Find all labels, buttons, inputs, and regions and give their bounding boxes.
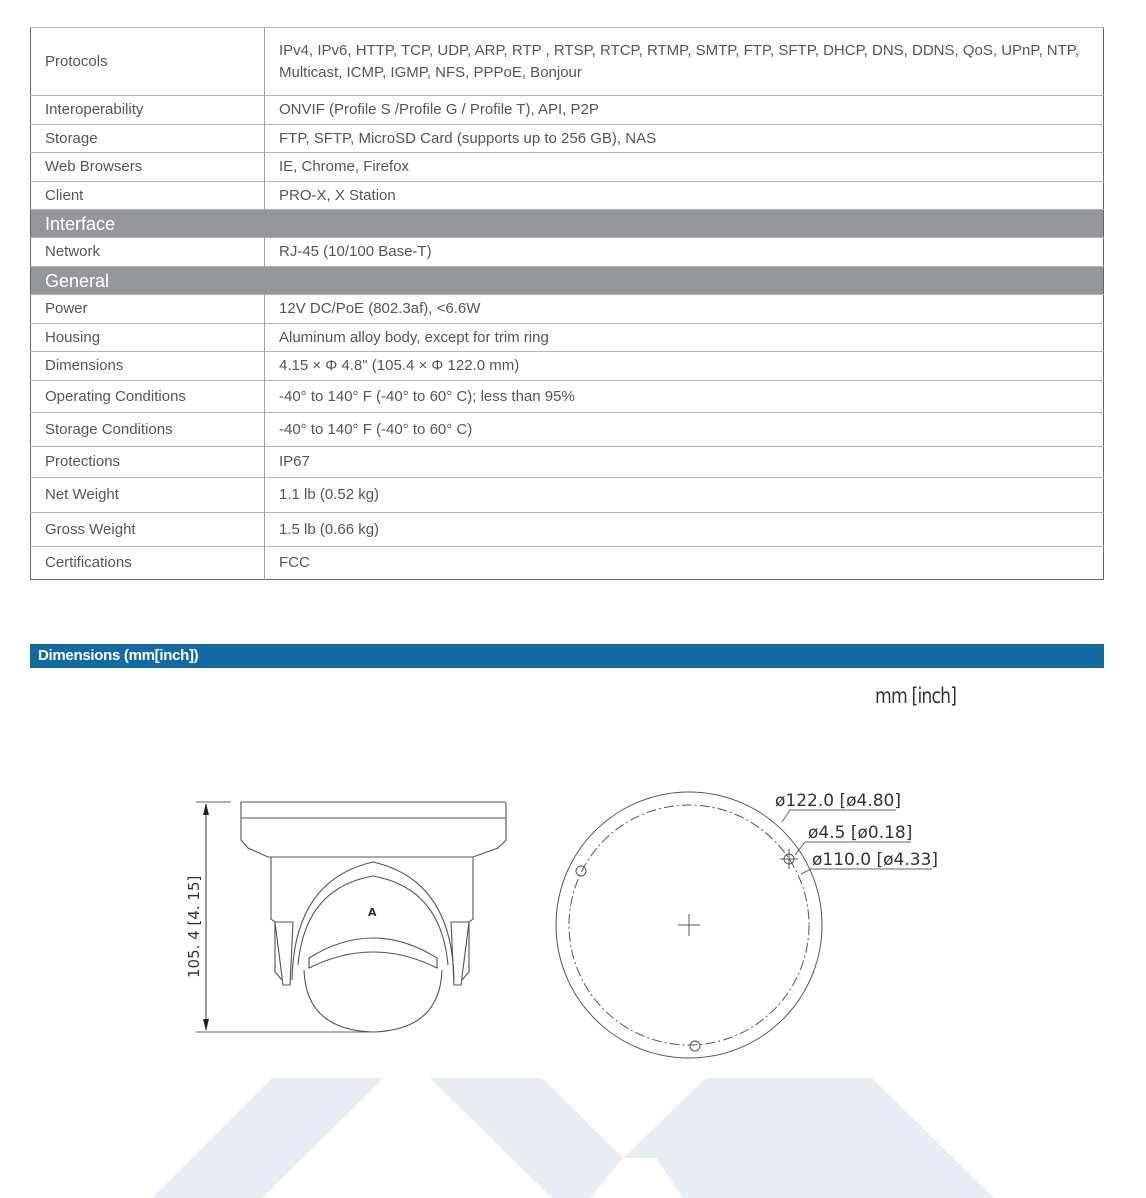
camera-trim-ring xyxy=(292,862,454,980)
section-header-row xyxy=(31,210,1104,238)
dimension-drawing xyxy=(0,740,1146,1100)
side-view-drawing xyxy=(196,802,506,1032)
camera-mount-base xyxy=(241,802,506,857)
spec-label: Client xyxy=(31,182,265,210)
spec-row xyxy=(31,381,1104,413)
spec-row xyxy=(31,352,1104,381)
spec-label: Power xyxy=(31,295,265,324)
spec-row xyxy=(31,413,1104,447)
arrow-down-icon xyxy=(203,1019,209,1031)
spec-value: 12V DC/PoE (802.3af), <6.6W xyxy=(265,295,1104,324)
spec-value: ONVIF (Profile S /Profile G / Profile T), API, P2P xyxy=(265,96,1104,125)
lens-marker-label: A xyxy=(368,906,377,919)
spec-value: PRO-X, X Station xyxy=(265,182,1104,210)
arrow-up-icon xyxy=(203,803,209,815)
dimensions-section-header xyxy=(30,644,1104,668)
spec-value: IE, Chrome, Firefox xyxy=(265,153,1104,182)
spec-row xyxy=(31,96,1104,125)
spec-label: Certifications xyxy=(31,547,265,580)
spec-label: Dimensions xyxy=(31,352,265,381)
spec-label: Storage Conditions xyxy=(31,413,265,447)
spec-label: Storage xyxy=(31,125,265,153)
camera-ball xyxy=(304,970,442,1032)
spec-value: -40° to 140° F (-40° to 60° C) xyxy=(265,413,1104,447)
spec-value: FTP, SFTP, MicroSD Card (supports up to 256 GB), NAS xyxy=(265,125,1104,153)
spec-label: Operating Conditions xyxy=(31,381,265,413)
spec-value: 4.15 × Φ 4.8" (105.4 × Φ 122.0 mm) xyxy=(265,352,1104,381)
dimensions-section-title: Dimensions (mm[inch]) xyxy=(38,647,199,664)
spec-row xyxy=(31,238,1104,267)
leader-outer-diameter xyxy=(782,810,896,822)
spec-value: -40° to 140° F (-40° to 60° C); less than 95% xyxy=(265,381,1104,413)
specifications-table xyxy=(30,27,1104,580)
spec-row xyxy=(31,28,1104,96)
spec-row xyxy=(31,478,1104,513)
spec-label: Interoperability xyxy=(31,96,265,125)
spec-row xyxy=(31,125,1104,153)
spec-label: Gross Weight xyxy=(31,513,265,547)
section-header-label: General xyxy=(31,267,1104,295)
section-header-label: Interface xyxy=(31,210,1104,238)
spec-value: Aluminum alloy body, except for trim ring xyxy=(265,324,1104,352)
unit-label: mm [inch] xyxy=(875,684,957,708)
outer-diameter-label: ø122.0 [ø4.80] xyxy=(775,791,901,811)
section-header-row xyxy=(31,267,1104,295)
spec-value: RJ-45 (10/100 Base-T) xyxy=(265,238,1104,267)
bolt-circle-label: ø110.0 [ø4.33] xyxy=(812,850,938,870)
spec-row xyxy=(31,153,1104,182)
spec-value: FCC xyxy=(265,547,1104,580)
spec-row xyxy=(31,547,1104,580)
spec-value: 1.1 lb (0.52 kg) xyxy=(265,478,1104,513)
spec-label: Web Browsers xyxy=(31,153,265,182)
spec-row xyxy=(31,295,1104,324)
hole-diameter-label: ø4.5 [ø0.18] xyxy=(808,823,913,843)
camera-lens-shield xyxy=(309,938,437,968)
mount-hole-bottom xyxy=(690,1041,700,1051)
spec-label: Protocols xyxy=(31,28,265,96)
spec-value: 1.5 lb (0.66 kg) xyxy=(265,513,1104,547)
spec-label: Protections xyxy=(31,447,265,478)
spec-row xyxy=(31,513,1104,547)
spec-label: Network xyxy=(31,238,265,267)
spec-row xyxy=(31,447,1104,478)
mount-hole-left xyxy=(576,866,586,876)
spec-value: IPv4, IPv6, HTTP, TCP, UDP, ARP, RTP , RTSP, RTCP, RTMP, SMTP, FTP, SFTP, DHCP, DNS, DDNS, QoS, UPnP, NTP, Multicast, ICMP, IGMP, NFS, PPPoE, Bonjour xyxy=(265,28,1104,96)
spec-value: IP67 xyxy=(265,447,1104,478)
spec-label: Net Weight xyxy=(31,478,265,513)
height-dimension-label: 105. 4 [4. 15] xyxy=(185,875,203,978)
spec-row xyxy=(31,182,1104,210)
spec-row xyxy=(31,324,1104,352)
spec-label: Housing xyxy=(31,324,265,352)
